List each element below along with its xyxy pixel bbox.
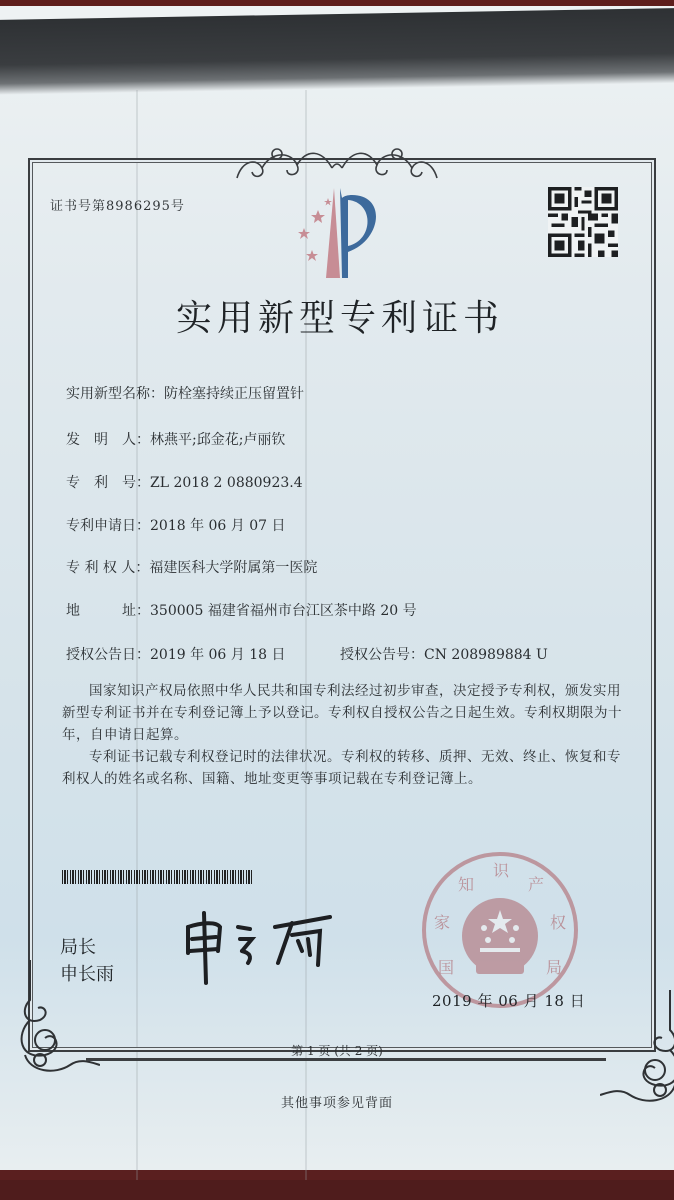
official-seal-icon (418, 848, 586, 1013)
paper-shadow (0, 8, 674, 95)
field-label: 地 址： (66, 603, 150, 619)
field-patent-number (66, 472, 303, 492)
field-value: 350005 福建省福州市台江区茶中路 20 号 (150, 603, 417, 619)
footer-note: 其他事项参见背面 (280, 1096, 393, 1111)
field-value: 2019 年 06 月 18 日 (150, 647, 286, 663)
ornament-top-icon (232, 140, 442, 185)
field-value: ZL 2018 2 0880923.4 (150, 475, 303, 491)
seal-date: 2019 年 06 月 18 日 (432, 992, 586, 1010)
cnipa-logo-icon (282, 180, 402, 280)
field-label: 专 利 权 人： (66, 560, 150, 576)
field-label: 授权公告号： (340, 647, 424, 663)
svg-text:知: 知 (458, 875, 475, 894)
signature-icon (180, 905, 350, 985)
field-grant-date (66, 644, 286, 664)
field-label: 专利申请日： (66, 518, 150, 534)
certificate-title: 实用新型专利证书 (175, 298, 504, 339)
field-application-date (66, 515, 286, 535)
svg-text:家: 家 (434, 913, 451, 932)
field-label: 专 利 号： (66, 475, 150, 491)
statement-paragraph: 专利证书记载专利权登记时的法律状况。专利权的转移、质押、无效、终止、恢复和专利权人的姓名或名称、国籍、地址变更等事项记载在专利登记簿上。 (62, 749, 621, 787)
field-value: 福建医科大学附属第一医院 (149, 560, 318, 576)
field-label: 实用新型名称： (66, 386, 164, 402)
field-value: 防栓塞持续正压留置针 (164, 386, 304, 402)
field-value: 林燕平;邱金花;卢丽钦 (150, 432, 286, 448)
field-value: 2018 年 06 月 07 日 (150, 518, 286, 534)
svg-text:识: 识 (493, 861, 510, 880)
seal-char: 国 (438, 958, 455, 977)
background-desk-bottom (0, 1180, 674, 1200)
field-address (66, 600, 417, 620)
svg-text:产: 产 (528, 875, 545, 894)
field-utility-model-name (66, 383, 304, 403)
director-title: 局长 (60, 937, 96, 958)
barcode-icon (62, 870, 252, 884)
statement-paragraph: 国家知识产权局依照中华人民共和国专利法经过初步审查，决定授予专利权，颁发实用新型专利证书并在专利登记簿上予以登记。专利权自授权公告之日起生效。专利权期限为十年，自申请日起算。 (62, 683, 622, 743)
field-label: 发 明 人： (66, 432, 150, 448)
frame-bottom-rule (86, 1058, 606, 1061)
qr-code-icon[interactable] (548, 187, 618, 257)
svg-text:局: 局 (546, 958, 563, 977)
page-indicator: 第 1 页 (共 2 页) (291, 1044, 383, 1058)
field-announcement-number (340, 644, 548, 664)
field-patentee (66, 557, 317, 577)
field-value: CN 208989884 U (424, 647, 548, 663)
field-label: 授权公告日： (66, 647, 150, 663)
director-name: 申长雨 (60, 964, 114, 985)
legal-statement (62, 680, 622, 790)
field-inventors (66, 429, 285, 449)
svg-text:权: 权 (550, 913, 567, 932)
certificate-number: 证书号第8986295号 (50, 199, 185, 214)
